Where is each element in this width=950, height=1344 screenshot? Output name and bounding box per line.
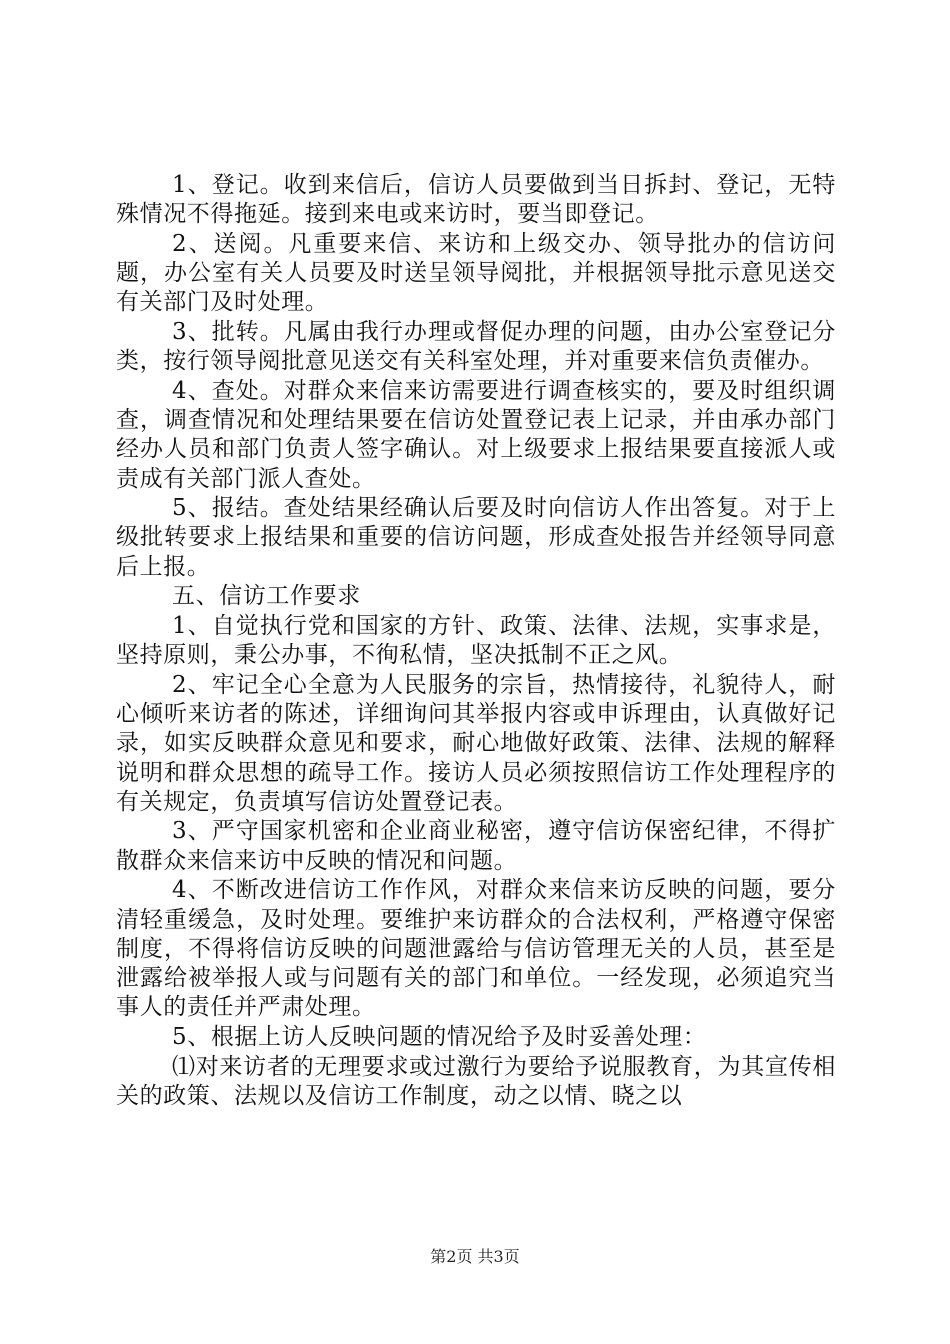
body-text xyxy=(116,171,836,1112)
paragraph-transfer: 3、批转。凡属由我行办理或督促办理的问题，由办公室登记分类，按行领导阅批意见送交有关科室处理，并对重要来信负责催办。 xyxy=(116,319,836,375)
requirement-4: 4、不断改进信访工作作风，对群众来信来访反映的问题，要分清轻重缓急，及时处理。要维护来访群众的合法权利，严格遵守保密制度，不得将信访反映的问题泄露给与信访管理无关的人员，甚至是泄露给被举报人或与问题有关的部门和单位。一经发现，必须追究当事人的责任并严肃处理。 xyxy=(116,877,836,1021)
section-heading: 五、信访工作要求 xyxy=(172,583,361,610)
requirement-3: 3、严守国家机密和企业商业秘密，遵守信访保密纪律，不得扩散群众来信来访中反映的情况和问题。 xyxy=(116,818,836,874)
paragraph-register: 1、登记。收到来信后，信访人员要做到当日拆封、登记，无特殊情况不得拖延。接到来电或来访时，要当即登记。 xyxy=(116,172,836,228)
requirement-2: 2、牢记全心全意为人民服务的宗旨，热情接待，礼貌待人，耐心倾听来访者的陈述，详细询问其举报内容或申诉理由，认真做好记录，如实反映群众意见和要求，耐心地做好政策、法律、法规的解释说明和群众思想的疏导工作。接访人员必须按照信访工作处理程序的有关规定，负责填写信访处置登记表。 xyxy=(116,671,836,815)
paragraph-conclude: 5、报结。查处结果经确认后要及时向信访人作出答复。对于上级批转要求上报结果和重要的信访问题，形成查处报告并经领导同意后上报。 xyxy=(116,495,836,580)
paragraph-review: 2、送阅。凡重要来信、来访和上级交办、领导批办的信访问题，办公室有关人员要及时送呈领导阅批，并根据领导批示意见送交有关部门及时处理。 xyxy=(116,230,836,316)
requirement-1: 1、自觉执行党和国家的方针、政策、法律、法规，实事求是，坚持原则，秉公办事，不徇私情，坚决抵制不正之风。 xyxy=(116,613,836,669)
page-footer: 第2页 共3页 xyxy=(430,1247,520,1266)
requirement-5-item-1: ⑴对来访者的无理要求或过激行为要给予说服教育，为其宣传相关的政策、法规以及信访工作制度，动之以情、晓之以 xyxy=(116,1053,836,1109)
requirement-5: 5、根据上访人反映问题的情况给予及时妥善处理： xyxy=(172,1023,707,1050)
paragraph-investigate: 4、查处。对群众来信来访需要进行调查核实的，要及时组织调查，调查情况和处理结果要在信访处置登记表上记录，并由承办部门经办人员和部门负责人签字确认。对上级要求上报结果要直接派人或责成有关部门派人查处。 xyxy=(116,377,836,492)
